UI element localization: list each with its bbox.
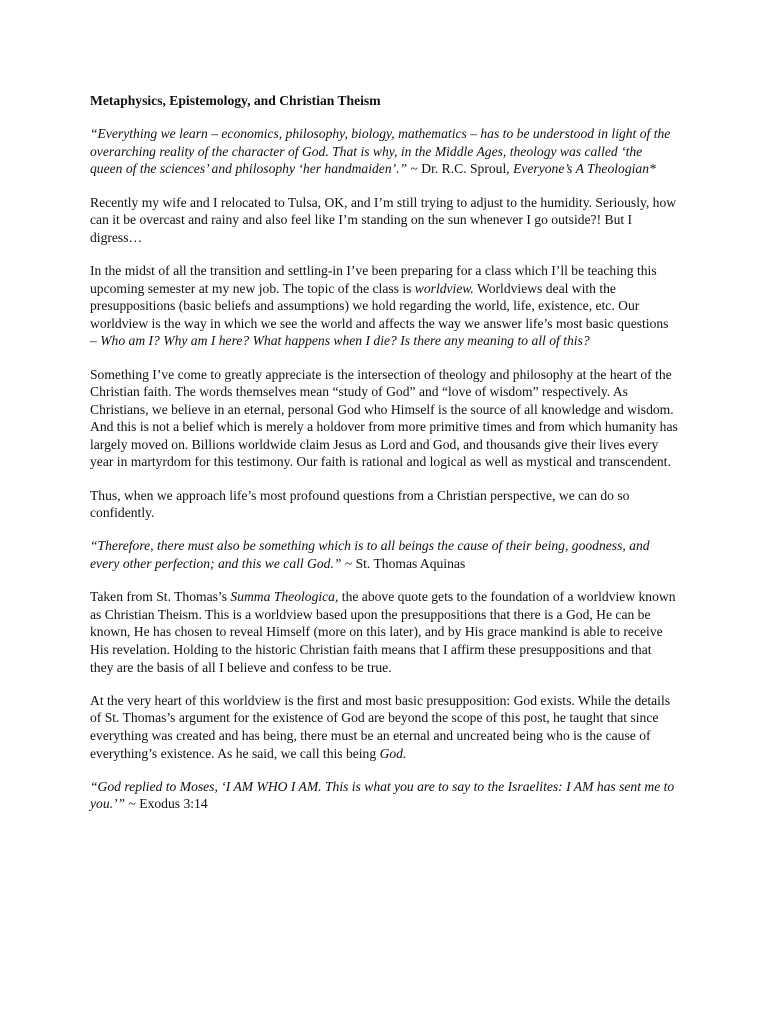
quote-text: “God replied to Moses, ‘I AM WHO I AM. This is what you are to say to the Israelites: I AM has sent me to you.’” xyxy=(90,778,675,812)
quote-attribution: ~ Dr. R.C. Sproul, xyxy=(407,161,514,177)
paragraph-text: Worldviews deal with the presuppositions (basic beliefs and assumptions) we hold regarding the world, life, existence, etc. Our worldview is the way in which we see the world and affects the way we answer life’s most basic questions – xyxy=(90,280,669,349)
paragraph-worldview-class xyxy=(90,262,678,350)
paragraph-theology-philosophy: Something I’ve come to greatly appreciate is the intersection of theology and philosophy at the heart of the Christian faith. The words themselves mean “study of God” and “love of wisdom” respectively. As Christians, we believe in an eternal, personal God who Himself is the source of all knowledge and wisdom. And this is not a belief which is merely a holdover from more primitive times and from which humanity has largely moved on. Billions worldwide claim Jesus as Lord and God, and thousands give their lives every year in martyrdom for this testimony. Our faith is rational and logical as well as mystical and transcendent. xyxy=(90,366,678,470)
quote-text: “Everything we learn – economics, philosophy, biology, mathematics – has to be understood in light of the overarching reality of the character of God. That is why, in the Middle Ages, theology was called ‘the queen of the sciences’ and philosophy ‘her handmaiden’.” xyxy=(90,126,671,177)
exodus-quote xyxy=(90,778,678,813)
paragraph-god-exists xyxy=(90,692,678,762)
document-page xyxy=(90,92,678,829)
emphasis-questions: Who am I? Why am I here? What happens when I die? Is there any meaning to all of this? xyxy=(100,333,590,349)
paragraph-confidence: Thus, when we approach life’s most profound questions from a Christian perspective, we can do so confidently. xyxy=(90,487,630,521)
quote-attribution: ~ St. Thomas Aquinas xyxy=(341,556,466,572)
paragraph-text: At the very heart of this worldview is the first and most basic presupposition: God exists. While the details of St. Thomas’s argument for the existence of God are beyond the scope of this post, he taught that since everything was created and has being, there must be an eternal and uncreated being who is the cause of everything’s existence. As he said, we call this being xyxy=(90,692,671,761)
paragraph-relocation: Recently my wife and I relocated to Tulsa, OK, and I’m still trying to adjust to the humidity. Seriously, how can it be overcast and rainy and also feel like I’m standing on the sun whenever I go outside?! But I digress… xyxy=(90,194,677,245)
paragraph-christian-theism xyxy=(90,588,678,676)
emphasis-god: God. xyxy=(379,745,407,761)
document-title: Metaphysics, Epistemology, and Christian Theism xyxy=(90,93,381,108)
paragraph-text: Taken from St. Thomas’s xyxy=(90,589,231,605)
quote-text: “Therefore, there must also be something which is to all beings the cause of their being, goodness, and every other perfection; and this we call God.” xyxy=(90,538,650,572)
paragraph-text: the above quote gets to the foundation of a worldview known as Christian Theism. This is a worldview based upon the presuppositions that there is a God, He can be known, He has chosen to reveal Himself (more on this later), and by His grace mankind is able to receive His revelation. Holding to the historic Christian faith means that I affirm these presuppositions and that they are the basis of all I believe and confess to be true. xyxy=(90,589,676,675)
emphasis-worldview: worldview. xyxy=(414,280,474,296)
emphasis-summa-theologica: Summa Theologica, xyxy=(230,589,339,605)
quote-attribution: ~ Exodus 3:14 xyxy=(125,796,208,812)
aquinas-quote xyxy=(90,537,678,572)
quote-source-title: Everyone’s A Theologian* xyxy=(513,161,656,177)
opening-quote xyxy=(90,125,678,178)
paragraph-text: In the midst of all the transition and settling-in I’ve been preparing for a class which I’ll be teaching this upcoming semester at my new job. The topic of the class is xyxy=(90,262,657,296)
